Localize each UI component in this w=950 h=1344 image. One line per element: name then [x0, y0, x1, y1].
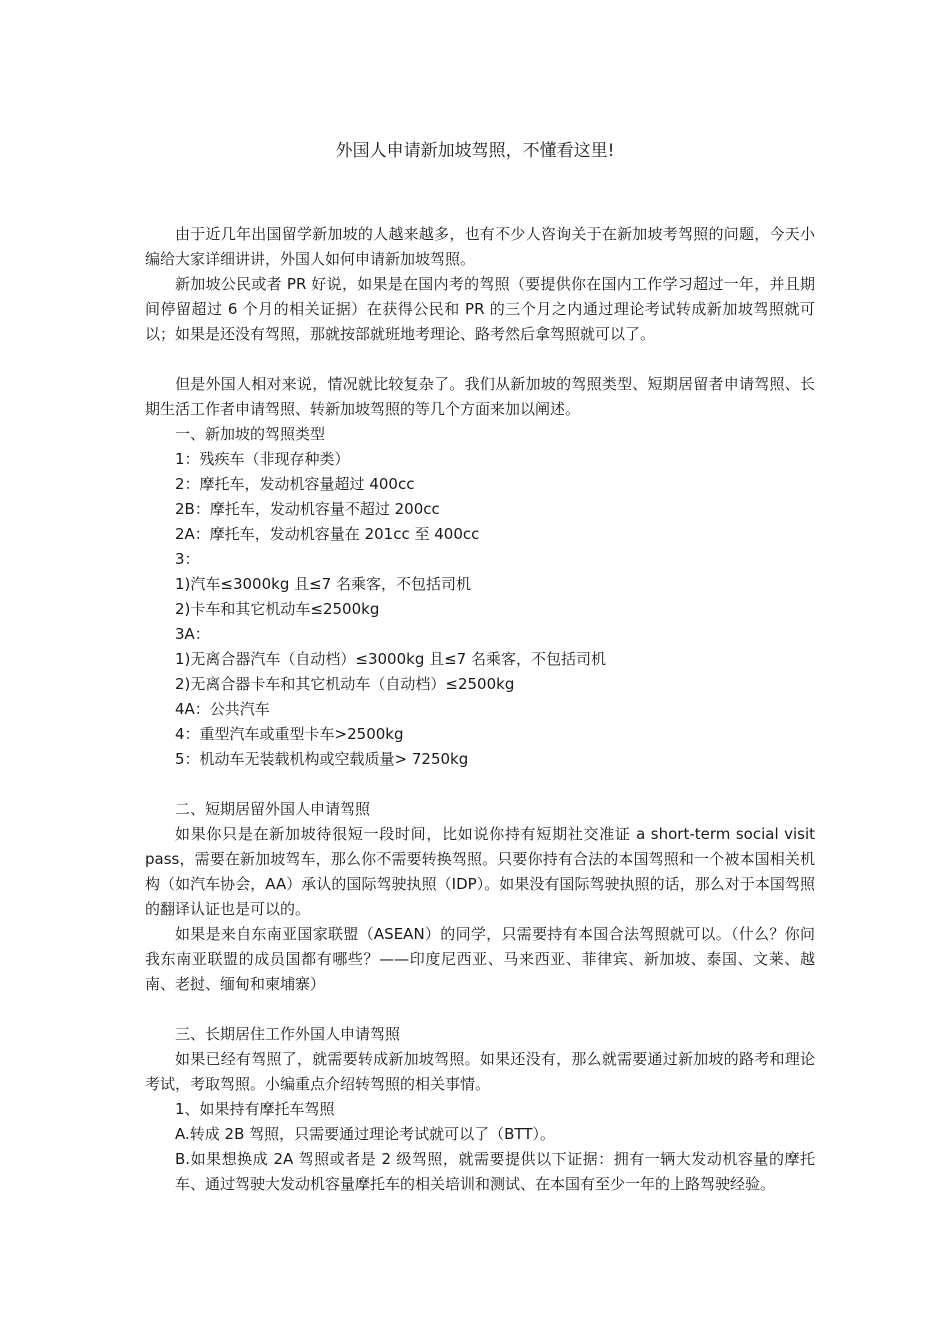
document-title: 外国人申请新加坡驾照，不懂看这里! [335, 141, 615, 161]
section2-heading: 二、短期居留外国人申请驾照 [175, 800, 371, 818]
list-item: 3： [175, 550, 200, 568]
section-gap [145, 772, 815, 797]
section3-heading: 三、长期居住工作外国人申请驾照 [175, 1025, 401, 1043]
document-body [145, 222, 815, 1197]
section3-item-a: A.转成 2B 驾照，只需要通过理论考试就可以了（BTT）。 [175, 1125, 555, 1143]
section-gap [145, 997, 815, 1022]
list-item: 1)无离合器汽车（自动档）≤3000kg 且≤7 名乘客，不包括司机 [175, 650, 606, 668]
list-item: 3A： [175, 625, 210, 643]
section2-paragraph-2: 如果是来自东南亚国家联盟（ASEAN）的同学，只需要持有本国合法驾照就可以。（什么？你问我东南亚联盟的成员国都有哪些？——印度尼西亚、马来西亚、菲律宾、新加坡、泰国、文莱、越南、老挝、缅甸和柬埔寨） [145, 925, 815, 993]
section3-paragraph-1: 如果已经有驾照了，就需要转成新加坡驾照。如果还没有，那么就需要通过新加坡的路考和理论考试，考取驾照。小编重点介绍转驾照的相关事情。 [145, 1050, 815, 1093]
list-item: 1：残疾车（非现存种类） [175, 450, 350, 468]
intro-paragraph-1: 由于近几年出国留学新加坡的人越来越多，也有不少人咨询关于在新加坡考驾照的问题，今天小编给大家详细讲讲，外国人如何申请新加坡驾照。 [145, 225, 815, 268]
section1-heading: 一、新加坡的驾照类型 [175, 425, 326, 443]
paragraph-gap [145, 347, 815, 372]
list-item: 2)卡车和其它机动车≤2500kg [175, 600, 380, 618]
list-item: 2：摩托车，发动机容量超过 400cc [175, 475, 415, 493]
section3-item-b: B.如果想换成 2A 驾照或者是 2 级驾照，就需要提供以下证据：拥有一辆大发动机容量的摩托车、通过驾驶大发动机容量摩托车的相关培训和测试、在本国有至少一年的上路驾驶经验。 [175, 1150, 815, 1193]
list-item: 4：重型汽车或重型卡车>2500kg [175, 725, 404, 743]
list-item: 1)汽车≤3000kg 且≤7 名乘客，不包括司机 [175, 575, 471, 593]
license-type-list [145, 447, 815, 772]
list-item: 4A：公共汽车 [175, 700, 270, 718]
intro-paragraph-2: 新加坡公民或者 PR 好说，如果是在国内考的驾照（要提供你在国内工作学习超过一年，并且期间停留超过 6 个月的相关证据）在获得公民和 PR 的三个月之内通过理论考试转成新加坡驾照就可以；如果是还没有驾照，那就按部就班地考理论、路考然后拿驾照就可以了。 [145, 275, 815, 343]
section2-paragraph-1: 如果你只是在新加坡待很短一段时间，比如说你持有短期社交准证 a short-term social visit pass，需要在新加坡驾车，那么你不需要转换驾照。只要你持有合法的本国驾照和一个被本国相关机构（如汽车协会，AA）承认的国际驾驶执照（IDP）。如果没有国际驾驶执照的话，那么对于本国驾照的翻译认证也是可以的。 [145, 825, 815, 918]
section3-subheading: 1、如果持有摩托车驾照 [175, 1100, 335, 1118]
list-item: 5：机动车无装载机构或空载质量> 7250kg [175, 750, 469, 768]
list-item: 2)无离合器卡车和其它机动车（自动档）≤2500kg [175, 675, 515, 693]
intro-paragraph-3: 但是外国人相对来说，情况就比较复杂了。我们从新加坡的驾照类型、短期居留者申请驾照、长期生活工作者申请驾照、转新加坡驾照的等几个方面来加以阐述。 [145, 375, 815, 418]
list-item: 2B：摩托车，发动机容量不超过 200cc [175, 500, 440, 518]
list-item: 2A：摩托车，发动机容量在 201cc 至 400cc [175, 525, 480, 543]
